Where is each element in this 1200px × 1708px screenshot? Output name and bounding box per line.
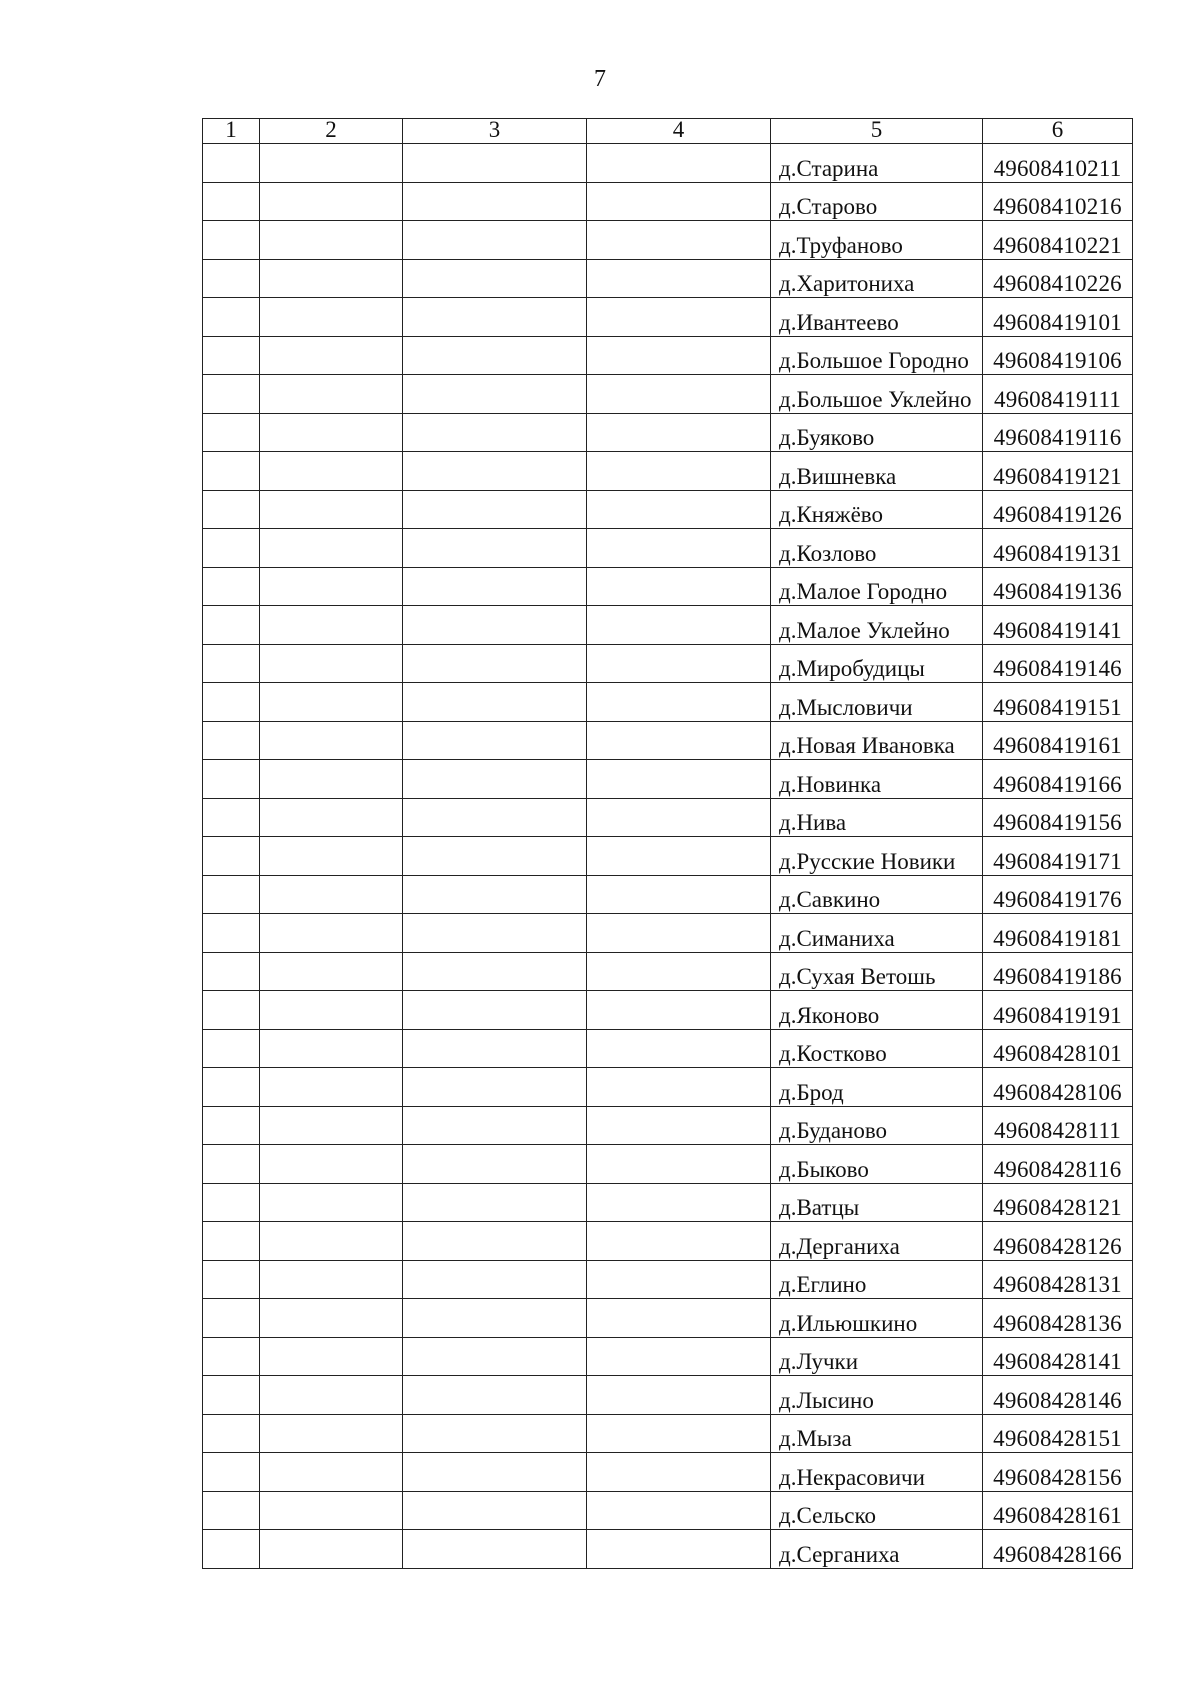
empty-cell (260, 606, 403, 645)
code-cell: 49608428116 (983, 1145, 1133, 1184)
empty-cell (587, 1068, 771, 1107)
table-row (203, 1068, 1133, 1107)
table-row (203, 798, 1133, 837)
table-row (203, 221, 1133, 260)
empty-cell (403, 1260, 587, 1299)
empty-cell (203, 683, 260, 722)
empty-cell (203, 1068, 260, 1107)
empty-cell (403, 1530, 587, 1569)
empty-cell (403, 952, 587, 991)
settlement-name-cell: д.Княжёво (771, 490, 983, 529)
empty-cell (587, 1376, 771, 1415)
empty-cell (203, 567, 260, 606)
table-row (203, 336, 1133, 375)
empty-cell (403, 798, 587, 837)
empty-cell (403, 490, 587, 529)
settlement-name-cell: д.Мыза (771, 1414, 983, 1453)
table-row (203, 1491, 1133, 1530)
empty-cell (587, 952, 771, 991)
code-cell: 49608428141 (983, 1337, 1133, 1376)
code-cell: 49608410221 (983, 221, 1133, 260)
code-cell: 49608419121 (983, 452, 1133, 491)
table-row (203, 298, 1133, 337)
empty-cell (203, 914, 260, 953)
empty-cell (203, 1145, 260, 1184)
empty-cell (587, 1222, 771, 1261)
empty-cell (403, 1337, 587, 1376)
settlement-name-cell: д.Брод (771, 1068, 983, 1107)
code-cell: 49608428156 (983, 1453, 1133, 1492)
code-cell: 49608428136 (983, 1299, 1133, 1338)
empty-cell (587, 1183, 771, 1222)
empty-cell (260, 182, 403, 221)
table-row (203, 529, 1133, 568)
empty-cell (260, 567, 403, 606)
empty-cell (203, 452, 260, 491)
empty-cell (260, 760, 403, 799)
empty-cell (403, 683, 587, 722)
column-header: 1 (203, 119, 260, 144)
code-cell: 49608419126 (983, 490, 1133, 529)
empty-cell (587, 221, 771, 260)
empty-cell (587, 875, 771, 914)
code-cell: 49608419191 (983, 991, 1133, 1030)
table-row (203, 1106, 1133, 1145)
page-number: 7 (594, 66, 606, 92)
empty-cell (260, 452, 403, 491)
settlement-name-cell: д.Труфаново (771, 221, 983, 260)
empty-cell (403, 1414, 587, 1453)
empty-cell (587, 721, 771, 760)
code-cell: 49608428166 (983, 1530, 1133, 1569)
empty-cell (260, 1453, 403, 1492)
empty-cell (203, 144, 260, 183)
table-row (203, 1530, 1133, 1569)
column-header: 4 (587, 119, 771, 144)
empty-cell (203, 413, 260, 452)
column-header: 5 (771, 119, 983, 144)
empty-cell (587, 298, 771, 337)
code-cell: 49608419146 (983, 644, 1133, 683)
settlement-name-cell: д.Козлово (771, 529, 983, 568)
empty-cell (403, 1491, 587, 1530)
table-row (203, 1299, 1133, 1338)
empty-cell (260, 1337, 403, 1376)
table-row (203, 837, 1133, 876)
empty-cell (587, 991, 771, 1030)
table-row (203, 606, 1133, 645)
empty-cell (403, 567, 587, 606)
empty-cell (260, 221, 403, 260)
empty-cell (260, 259, 403, 298)
empty-cell (203, 1183, 260, 1222)
code-cell: 49608428161 (983, 1491, 1133, 1530)
table-row (203, 1145, 1133, 1184)
code-cell: 49608428101 (983, 1029, 1133, 1068)
empty-cell (203, 875, 260, 914)
settlement-name-cell: д.Новая Ивановка (771, 721, 983, 760)
empty-cell (203, 1414, 260, 1453)
empty-cell (203, 375, 260, 414)
settlement-name-cell: д.Новинка (771, 760, 983, 799)
empty-cell (203, 182, 260, 221)
code-cell: 49608419136 (983, 567, 1133, 606)
empty-cell (203, 1029, 260, 1068)
empty-cell (403, 914, 587, 953)
settlement-name-cell: д.Быково (771, 1145, 983, 1184)
empty-cell (403, 298, 587, 337)
empty-cell (260, 375, 403, 414)
code-cell: 49608428131 (983, 1260, 1133, 1299)
empty-cell (203, 1453, 260, 1492)
settlement-name-cell: д.Малое Уклейно (771, 606, 983, 645)
empty-cell (260, 1491, 403, 1530)
empty-cell (403, 1068, 587, 1107)
empty-cell (587, 452, 771, 491)
code-cell: 49608419131 (983, 529, 1133, 568)
empty-cell (260, 952, 403, 991)
code-cell: 49608428111 (983, 1106, 1133, 1145)
table-row (203, 875, 1133, 914)
table-row (203, 644, 1133, 683)
empty-cell (260, 798, 403, 837)
table-row (203, 683, 1133, 722)
empty-cell (403, 452, 587, 491)
empty-cell (587, 336, 771, 375)
empty-cell (587, 1260, 771, 1299)
empty-cell (587, 1414, 771, 1453)
code-cell: 49608419111 (983, 375, 1133, 414)
code-cell: 49608428106 (983, 1068, 1133, 1107)
settlement-name-cell: д.Буданово (771, 1106, 983, 1145)
empty-cell (587, 259, 771, 298)
empty-cell (260, 721, 403, 760)
code-cell: 49608419106 (983, 336, 1133, 375)
settlement-name-cell: д.Старина (771, 144, 983, 183)
settlement-name-cell: д.Нива (771, 798, 983, 837)
settlement-name-cell: д.Большое Уклейно (771, 375, 983, 414)
empty-cell (403, 1106, 587, 1145)
table-row (203, 1414, 1133, 1453)
empty-cell (260, 529, 403, 568)
table-row (203, 1183, 1133, 1222)
code-cell: 49608428146 (983, 1376, 1133, 1415)
empty-cell (587, 644, 771, 683)
empty-cell (260, 144, 403, 183)
empty-cell (403, 644, 587, 683)
settlements-table (202, 118, 1133, 1569)
empty-cell (260, 1260, 403, 1299)
empty-cell (403, 529, 587, 568)
empty-cell (203, 837, 260, 876)
empty-cell (403, 336, 587, 375)
table-row (203, 721, 1133, 760)
empty-cell (587, 1145, 771, 1184)
empty-cell (260, 1376, 403, 1415)
table-row (203, 567, 1133, 606)
empty-cell (587, 1453, 771, 1492)
empty-cell (203, 298, 260, 337)
empty-cell (203, 221, 260, 260)
code-cell: 49608419151 (983, 683, 1133, 722)
empty-cell (260, 914, 403, 953)
empty-cell (587, 1491, 771, 1530)
table-row (203, 182, 1133, 221)
settlement-name-cell: д.Вишневка (771, 452, 983, 491)
empty-cell (260, 1106, 403, 1145)
code-cell: 49608419181 (983, 914, 1133, 953)
empty-cell (587, 182, 771, 221)
table-row (203, 259, 1133, 298)
empty-cell (260, 1029, 403, 1068)
code-cell: 49608419161 (983, 721, 1133, 760)
settlement-name-cell: д.Некрасовичи (771, 1453, 983, 1492)
empty-cell (203, 259, 260, 298)
table-row (203, 375, 1133, 414)
empty-cell (587, 837, 771, 876)
empty-cell (203, 1530, 260, 1569)
header-row (203, 119, 1133, 144)
empty-cell (260, 1414, 403, 1453)
empty-cell (587, 606, 771, 645)
empty-cell (203, 644, 260, 683)
code-cell: 49608419186 (983, 952, 1133, 991)
empty-cell (587, 914, 771, 953)
empty-cell (260, 683, 403, 722)
empty-cell (260, 991, 403, 1030)
table-row (203, 991, 1133, 1030)
empty-cell (203, 1299, 260, 1338)
settlement-name-cell: д.Еглино (771, 1260, 983, 1299)
code-cell: 49608428121 (983, 1183, 1133, 1222)
empty-cell (403, 1222, 587, 1261)
table-row (203, 1337, 1133, 1376)
code-cell: 49608419101 (983, 298, 1133, 337)
settlement-name-cell: д.Русские Новики (771, 837, 983, 876)
empty-cell (260, 1068, 403, 1107)
table-row (203, 144, 1133, 183)
empty-cell (403, 837, 587, 876)
empty-cell (203, 490, 260, 529)
table-row (203, 413, 1133, 452)
empty-cell (587, 567, 771, 606)
code-cell: 49608419156 (983, 798, 1133, 837)
empty-cell (587, 1106, 771, 1145)
table-row (203, 1029, 1133, 1068)
empty-cell (403, 221, 587, 260)
code-cell: 49608419171 (983, 837, 1133, 876)
empty-cell (260, 1183, 403, 1222)
settlement-name-cell: д.Савкино (771, 875, 983, 914)
empty-cell (203, 1376, 260, 1415)
empty-cell (403, 760, 587, 799)
settlement-name-cell: д.Малое Городно (771, 567, 983, 606)
settlement-name-cell: д.Дерганиха (771, 1222, 983, 1261)
code-cell: 49608410216 (983, 182, 1133, 221)
table-row (203, 1453, 1133, 1492)
settlement-name-cell: д.Харитониха (771, 259, 983, 298)
empty-cell (403, 1183, 587, 1222)
empty-cell (403, 259, 587, 298)
settlement-name-cell: д.Лысино (771, 1376, 983, 1415)
empty-cell (587, 375, 771, 414)
settlement-name-cell: д.Серганиха (771, 1530, 983, 1569)
column-header: 2 (260, 119, 403, 144)
empty-cell (587, 683, 771, 722)
empty-cell (260, 1145, 403, 1184)
settlement-name-cell: д.Яконово (771, 991, 983, 1030)
empty-cell (203, 1106, 260, 1145)
empty-cell (260, 1299, 403, 1338)
empty-cell (403, 1376, 587, 1415)
empty-cell (403, 1299, 587, 1338)
table-row (203, 952, 1133, 991)
settlement-name-cell: д.Костково (771, 1029, 983, 1068)
table-row (203, 760, 1133, 799)
code-cell: 49608419166 (983, 760, 1133, 799)
code-cell: 49608428151 (983, 1414, 1133, 1453)
code-cell: 49608419116 (983, 413, 1133, 452)
empty-cell (587, 144, 771, 183)
empty-cell (587, 490, 771, 529)
empty-cell (203, 336, 260, 375)
empty-cell (203, 606, 260, 645)
empty-cell (203, 1222, 260, 1261)
settlement-name-cell: д.Ивантеево (771, 298, 983, 337)
empty-cell (260, 1222, 403, 1261)
code-cell: 49608410211 (983, 144, 1133, 183)
empty-cell (203, 798, 260, 837)
code-cell: 49608428126 (983, 1222, 1133, 1261)
settlement-name-cell: д.Большое Городно (771, 336, 983, 375)
empty-cell (587, 760, 771, 799)
table-row (203, 1260, 1133, 1299)
empty-cell (260, 875, 403, 914)
empty-cell (403, 721, 587, 760)
empty-cell (260, 490, 403, 529)
empty-cell (403, 375, 587, 414)
code-cell: 49608419141 (983, 606, 1133, 645)
empty-cell (203, 721, 260, 760)
settlement-name-cell: д.Буяково (771, 413, 983, 452)
empty-cell (260, 1530, 403, 1569)
empty-cell (587, 529, 771, 568)
settlement-name-cell: д.Ильюшкино (771, 1299, 983, 1338)
empty-cell (403, 1145, 587, 1184)
code-cell: 49608419176 (983, 875, 1133, 914)
table-row (203, 914, 1133, 953)
empty-cell (403, 1029, 587, 1068)
empty-cell (403, 875, 587, 914)
settlement-name-cell: д.Миробудицы (771, 644, 983, 683)
empty-cell (403, 1453, 587, 1492)
empty-cell (403, 182, 587, 221)
empty-cell (203, 529, 260, 568)
empty-cell (203, 1491, 260, 1530)
empty-cell (587, 1530, 771, 1569)
empty-cell (587, 798, 771, 837)
settlement-name-cell: д.Симаниха (771, 914, 983, 953)
settlement-name-cell: д.Сельско (771, 1491, 983, 1530)
empty-cell (587, 413, 771, 452)
empty-cell (260, 298, 403, 337)
empty-cell (203, 1260, 260, 1299)
column-header: 3 (403, 119, 587, 144)
empty-cell (260, 837, 403, 876)
code-cell: 49608410226 (983, 259, 1133, 298)
empty-cell (203, 991, 260, 1030)
empty-cell (403, 413, 587, 452)
column-header: 6 (983, 119, 1133, 144)
settlement-name-cell: д.Мысловичи (771, 683, 983, 722)
table-row (203, 490, 1133, 529)
table-row (203, 452, 1133, 491)
empty-cell (587, 1299, 771, 1338)
table-row (203, 1376, 1133, 1415)
empty-cell (260, 413, 403, 452)
empty-cell (587, 1029, 771, 1068)
empty-cell (203, 952, 260, 991)
empty-cell (587, 1337, 771, 1376)
empty-cell (260, 644, 403, 683)
empty-cell (403, 606, 587, 645)
empty-cell (260, 336, 403, 375)
settlement-name-cell: д.Ватцы (771, 1183, 983, 1222)
empty-cell (403, 991, 587, 1030)
empty-cell (403, 144, 587, 183)
empty-cell (203, 1337, 260, 1376)
settlement-name-cell: д.Старово (771, 182, 983, 221)
settlement-name-cell: д.Сухая Ветошь (771, 952, 983, 991)
empty-cell (203, 760, 260, 799)
table-row (203, 1222, 1133, 1261)
settlement-name-cell: д.Лучки (771, 1337, 983, 1376)
